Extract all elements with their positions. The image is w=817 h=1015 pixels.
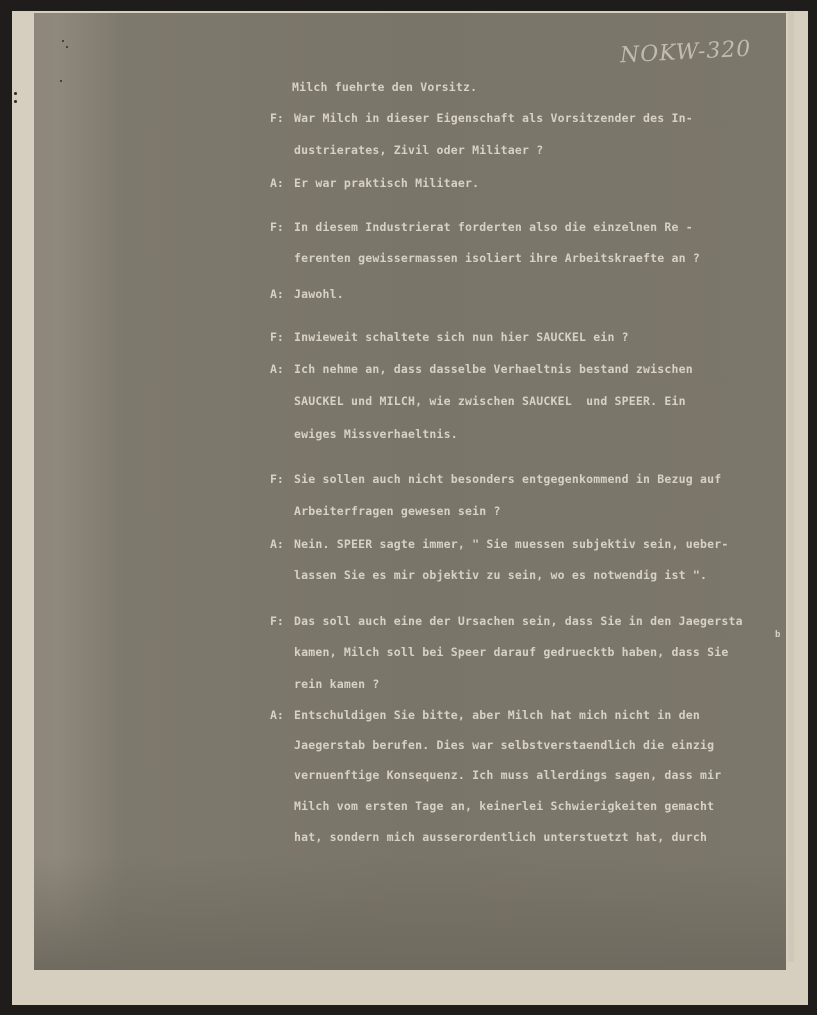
text-line: Arbeiterfragen gewesen sein ? (294, 504, 501, 518)
speaker-label: F: (270, 111, 284, 125)
text-line: Er war praktisch Militaer. (294, 176, 480, 190)
speck-mark (62, 40, 64, 42)
text-line: rein kamen ? (294, 677, 380, 691)
text-line: Jawohl. (294, 287, 344, 301)
text-line: hat, sondern mich ausserordentlich unterstuetzt hat, durch (294, 830, 708, 844)
text-line: Ich nehme an, dass dasselbe Verhaeltnis bestand zwischen (294, 362, 693, 376)
text-line: Milch fuehrte den Vorsitz. (292, 80, 478, 94)
speaker-label: F: (270, 220, 284, 234)
speaker-label: A: (270, 176, 284, 190)
text-line: War Milch in dieser Eigenschaft als Vorsitzender des In- (294, 111, 693, 125)
speck-mark (66, 46, 68, 48)
text-line: In diesem Industrierat forderten also die einzelnen Re - (294, 220, 693, 234)
speaker-label: A: (270, 287, 284, 301)
text-line: Nein. SPEER sagte immer, " Sie muessen subjektiv sein, ueber- (294, 537, 729, 551)
speaker-label: F: (270, 330, 284, 344)
speaker-label: A: (270, 708, 284, 722)
archive-reference: NOKW-320 (619, 36, 752, 69)
page-bottom-shadow (34, 855, 786, 970)
text-line: dustrierates, Zivil oder Militaer ? (294, 143, 544, 157)
speaker-label: F: (270, 472, 284, 486)
punch-mark (14, 92, 17, 95)
text-line: Entschuldigen Sie bitte, aber Milch hat mich nicht in den (294, 708, 701, 722)
speaker-label: A: (270, 362, 284, 376)
text-line: ferenten gewissermassen isoliert ihre Arbeitskraefte an ? (294, 251, 701, 265)
text-line: ewiges Missverhaeltnis. (294, 427, 458, 441)
speaker-label: F: (270, 614, 284, 628)
margin-mark: b (775, 630, 781, 640)
text-line: Jaegerstab berufen. Dies war selbstverstaendlich die einzig (294, 738, 715, 752)
speaker-label: A: (270, 537, 284, 551)
page-edge-strip (788, 12, 794, 962)
text-line: vernuenftige Konsequenz. Ich muss allerdings sagen, dass mir (294, 768, 722, 782)
text-line: lassen Sie es mir objektiv zu sein, wo es notwendig ist ". (294, 568, 708, 582)
text-line: Das soll auch eine der Ursachen sein, dass Sie in den Jaegersta (294, 614, 743, 628)
text-line: Milch vom ersten Tage an, keinerlei Schwierigkeiten gemacht (294, 799, 715, 813)
speck-mark (60, 80, 62, 82)
text-line: Sie sollen auch nicht besonders entgegenkommend in Bezug auf (294, 472, 722, 486)
text-line: kamen, Milch soll bei Speer darauf gedruecktb haben, dass Sie (294, 645, 729, 659)
text-line: SAUCKEL und MILCH, wie zwischen SAUCKEL und SPEER. Ein (294, 394, 686, 408)
punch-mark (14, 100, 17, 103)
text-line: Inwieweit schaltete sich nun hier SAUCKEL ein ? (294, 330, 629, 344)
